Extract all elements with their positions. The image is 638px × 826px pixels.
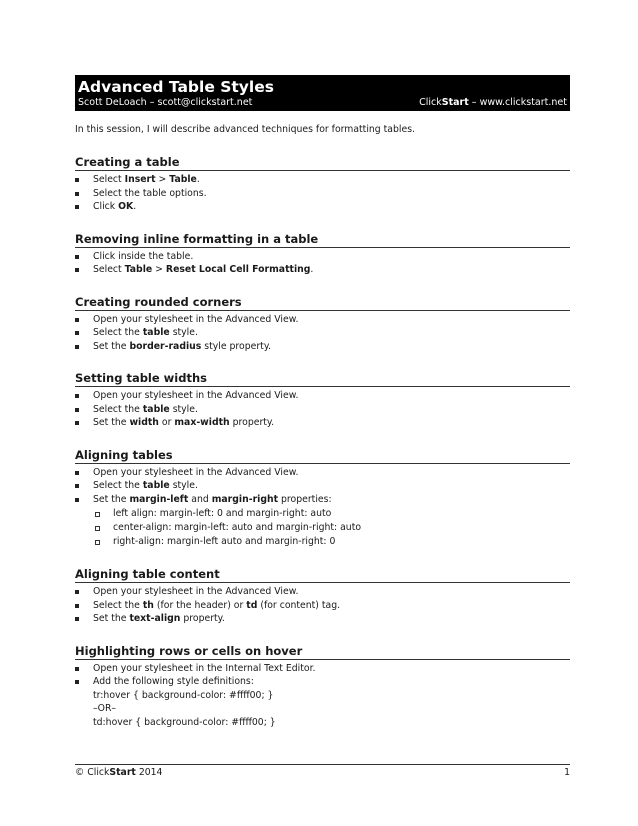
list-item: Set the width or max-width property. <box>75 416 570 430</box>
bullet-icon <box>75 394 79 398</box>
title-bar <box>75 75 570 111</box>
list-item: Set the text-align property. <box>75 612 570 626</box>
section-heading: Aligning table content <box>75 567 570 583</box>
sub-list-item: left align: margin-left: 0 and margin-right: auto <box>93 507 570 521</box>
sub-list-item: right-align: margin-left auto and margin-right: 0 <box>93 535 570 549</box>
list-item: Select the table style. <box>75 403 570 417</box>
list-item: Select the table style. <box>75 326 570 340</box>
code-line: td:hover { background-color: #ffff00; } <box>93 716 276 728</box>
list-item: Set the margin-left and margin-right properties: left align: margin-left: 0 and margin-right: auto center-align: margin-left: auto and margin-right: auto right-align: margin-left auto and margin-right: 0 <box>75 493 570 550</box>
section-heading: Removing inline formatting in a table <box>75 232 570 248</box>
section-removing-inline <box>75 232 570 277</box>
author-line: Scott DeLoach – scott@clickstart.net <box>78 97 253 108</box>
page-footer <box>75 764 570 778</box>
intro-paragraph: In this session, I will describe advanced techniques for formatting tables. <box>75 124 416 135</box>
section-hover <box>75 644 570 730</box>
brand-plain: Click <box>419 97 442 108</box>
list-item: Click inside the table. <box>75 250 570 264</box>
section-rounded-corners <box>75 295 570 354</box>
bullet-icon <box>75 667 79 671</box>
document-title: Advanced Table Styles <box>78 78 274 96</box>
square-bullet-icon <box>95 512 100 517</box>
brand-line <box>419 96 567 109</box>
list-item: Add the following style definitions: tr:hover { background-color: #ffff00; } –OR– td:hover { background-color: #ffff00; } <box>75 675 570 729</box>
footer-copyright: © ClickStart 2014 <box>75 767 163 778</box>
bullet-icon <box>75 421 79 425</box>
list-item: Click OK. <box>75 200 570 214</box>
list-item: Set the border-radius style property. <box>75 340 570 354</box>
document-page <box>75 75 570 729</box>
bullet-icon <box>75 345 79 349</box>
bullet-icon <box>75 408 79 412</box>
code-line: –OR– <box>93 703 117 714</box>
list-item: Select the table style. <box>75 479 570 493</box>
square-bullet-icon <box>95 526 100 531</box>
section-creating-table <box>75 155 570 214</box>
sub-list-item: center-align: margin-left: auto and margin-right: auto <box>93 521 570 535</box>
bullet-icon <box>75 331 79 335</box>
list-item: Select Insert > Table. <box>75 173 570 187</box>
list-item: Open your stylesheet in the Advanced View. <box>75 585 570 599</box>
list-item: Open your stylesheet in the Internal Text Editor. <box>75 662 570 676</box>
section-heading: Setting table widths <box>75 371 570 387</box>
bullet-icon <box>75 178 79 182</box>
bullet-icon <box>75 471 79 475</box>
section-aligning-content <box>75 567 570 626</box>
bullet-icon <box>75 484 79 488</box>
bullet-icon <box>75 590 79 594</box>
bullet-icon <box>75 604 79 608</box>
square-bullet-icon <box>95 540 100 545</box>
code-line: tr:hover { background-color: #ffff00; } <box>93 689 274 701</box>
list-item: Open your stylesheet in the Advanced View. <box>75 466 570 480</box>
section-table-widths <box>75 371 570 430</box>
bullet-icon <box>75 192 79 196</box>
header-meta <box>78 96 567 109</box>
bullet-icon <box>75 205 79 209</box>
list-item: Open your stylesheet in the Advanced View. <box>75 313 570 327</box>
brand-url: – www.clickstart.net <box>468 97 567 108</box>
page-number: 1 <box>564 767 570 778</box>
bullet-icon <box>75 498 79 502</box>
bullet-icon <box>75 617 79 621</box>
bullet-icon <box>75 318 79 322</box>
brand-bold: Start <box>441 97 469 108</box>
bullet-icon <box>75 255 79 259</box>
section-heading: Creating rounded corners <box>75 295 570 311</box>
section-heading: Creating a table <box>75 155 570 171</box>
bullet-icon <box>75 680 79 684</box>
section-heading: Highlighting rows or cells on hover <box>75 644 570 660</box>
section-aligning-tables <box>75 448 570 550</box>
section-heading: Aligning tables <box>75 448 570 464</box>
bullet-icon <box>75 268 79 272</box>
list-item: Open your stylesheet in the Advanced View. <box>75 389 570 403</box>
list-item: Select the th (for the header) or td (for content) tag. <box>75 599 570 613</box>
list-item: Select Table > Reset Local Cell Formatting. <box>75 263 570 277</box>
list-item: Select the table options. <box>75 187 570 201</box>
